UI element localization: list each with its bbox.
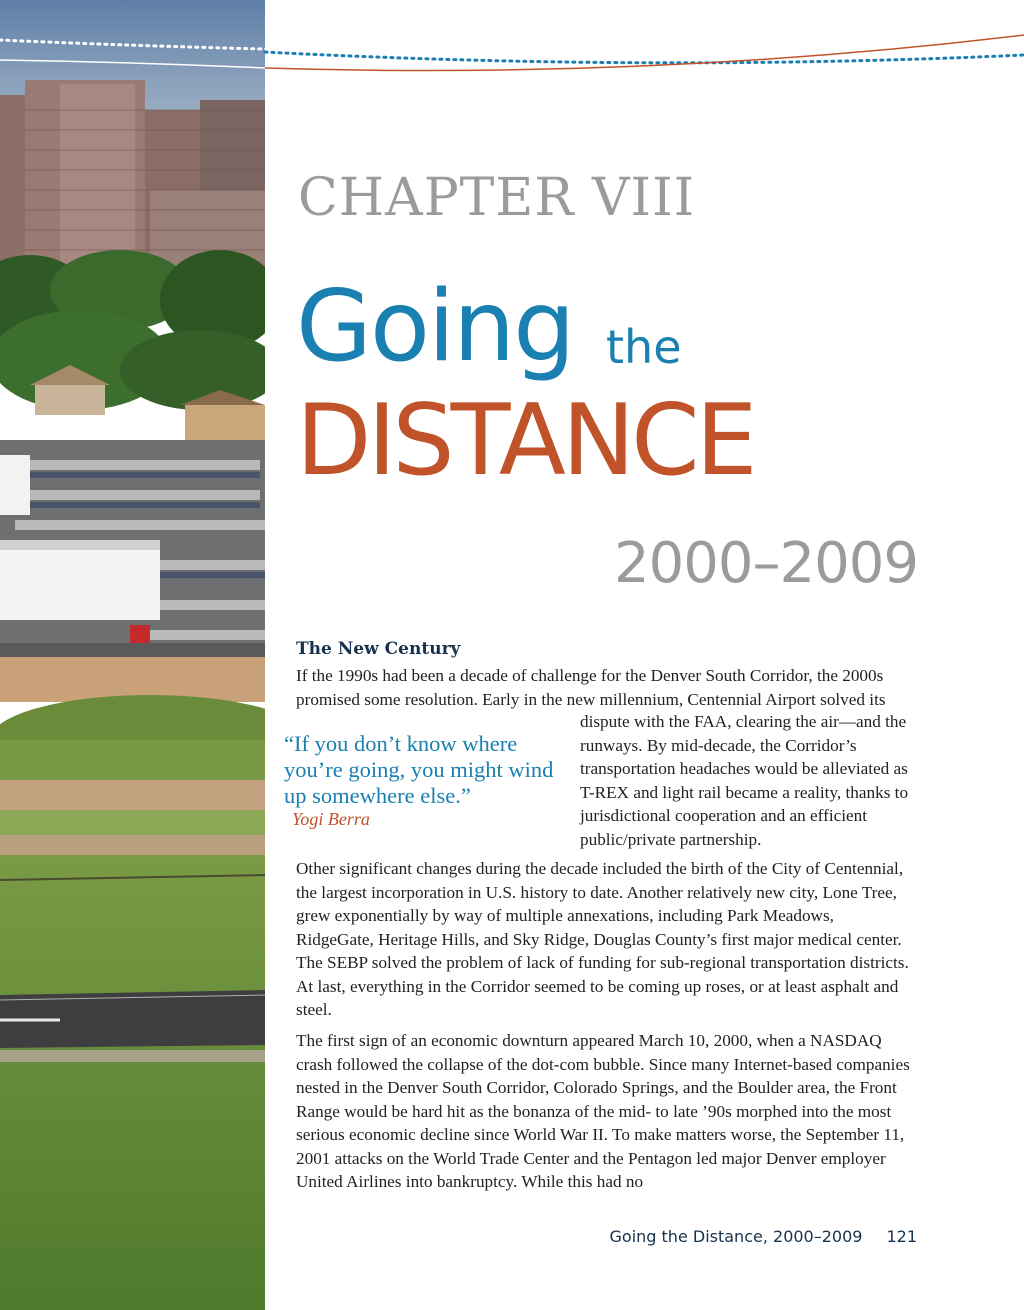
pull-quote-author: Yogi Berra xyxy=(292,809,370,829)
title-distance: DISTANCE xyxy=(296,384,754,498)
pull-quote: “If you don’t know where you’re going, you might wind up somewhere else.” xyxy=(284,731,554,808)
paragraph-intro-continued: dispute with the FAA, clearing the air—and the runways. By mid-decade, the Corridor’s transportation headaches would be alleviated as T-REX and light rail became a reality, thanks to jurisdictional cooperation and an efficient public/private partnership. xyxy=(580,712,909,849)
chapter-label: CHAPTER VIII xyxy=(298,168,696,228)
paragraph-intro: If the 1990s had been a decade of challenge for the Denver South Corridor, the 2000s promised some resolution. Early in the new millennium, Centennial Airport solved its xyxy=(296,666,886,709)
running-title: Going the Distance, 2000–2009 xyxy=(609,1227,863,1246)
page-number: 121 xyxy=(886,1227,917,1246)
paragraph-changes: Other significant changes during the decade included the birth of the City of Centennial, the largest incorporation in U.S. history to date. Another relatively new city, Lone Tree, grew exponentially by way of multiple annexations, including Park Meadows, RidgeGate, Heritage Hills, and Sky Ridge, Douglas County’s first major medical center. The SEBP solved the problem of lack of funding for sub-regional transportation districts. At last, everything in the Corridor seemed to be coming up roses, or at least asphalt and steel. xyxy=(296,859,909,1019)
section-heading: The New Century xyxy=(296,639,461,659)
title-going: Going xyxy=(296,270,574,384)
cover-photo xyxy=(0,0,265,1310)
year-range: 2000–2009 xyxy=(613,531,918,596)
paragraph-downturn: The first sign of an economic downturn appeared March 10, 2000, when a NASDAQ crash followed the collapse of the dot-com bubble. Since many Internet-based companies nested in the Denver South Corridor, Colorado Springs, and the Boulder area, the Front Range would be hard hit as the bonanza of the mid- to late ’90s morphed into the most serious economic decline since World War II. To make matters worse, the September 11, 2001 attacks on the World Trade Center and the Pentagon led major Denver employer United Airlines into bankruptcy. While this had no xyxy=(296,1031,910,1191)
page-footer xyxy=(610,1227,917,1246)
title-the: the xyxy=(606,320,682,374)
